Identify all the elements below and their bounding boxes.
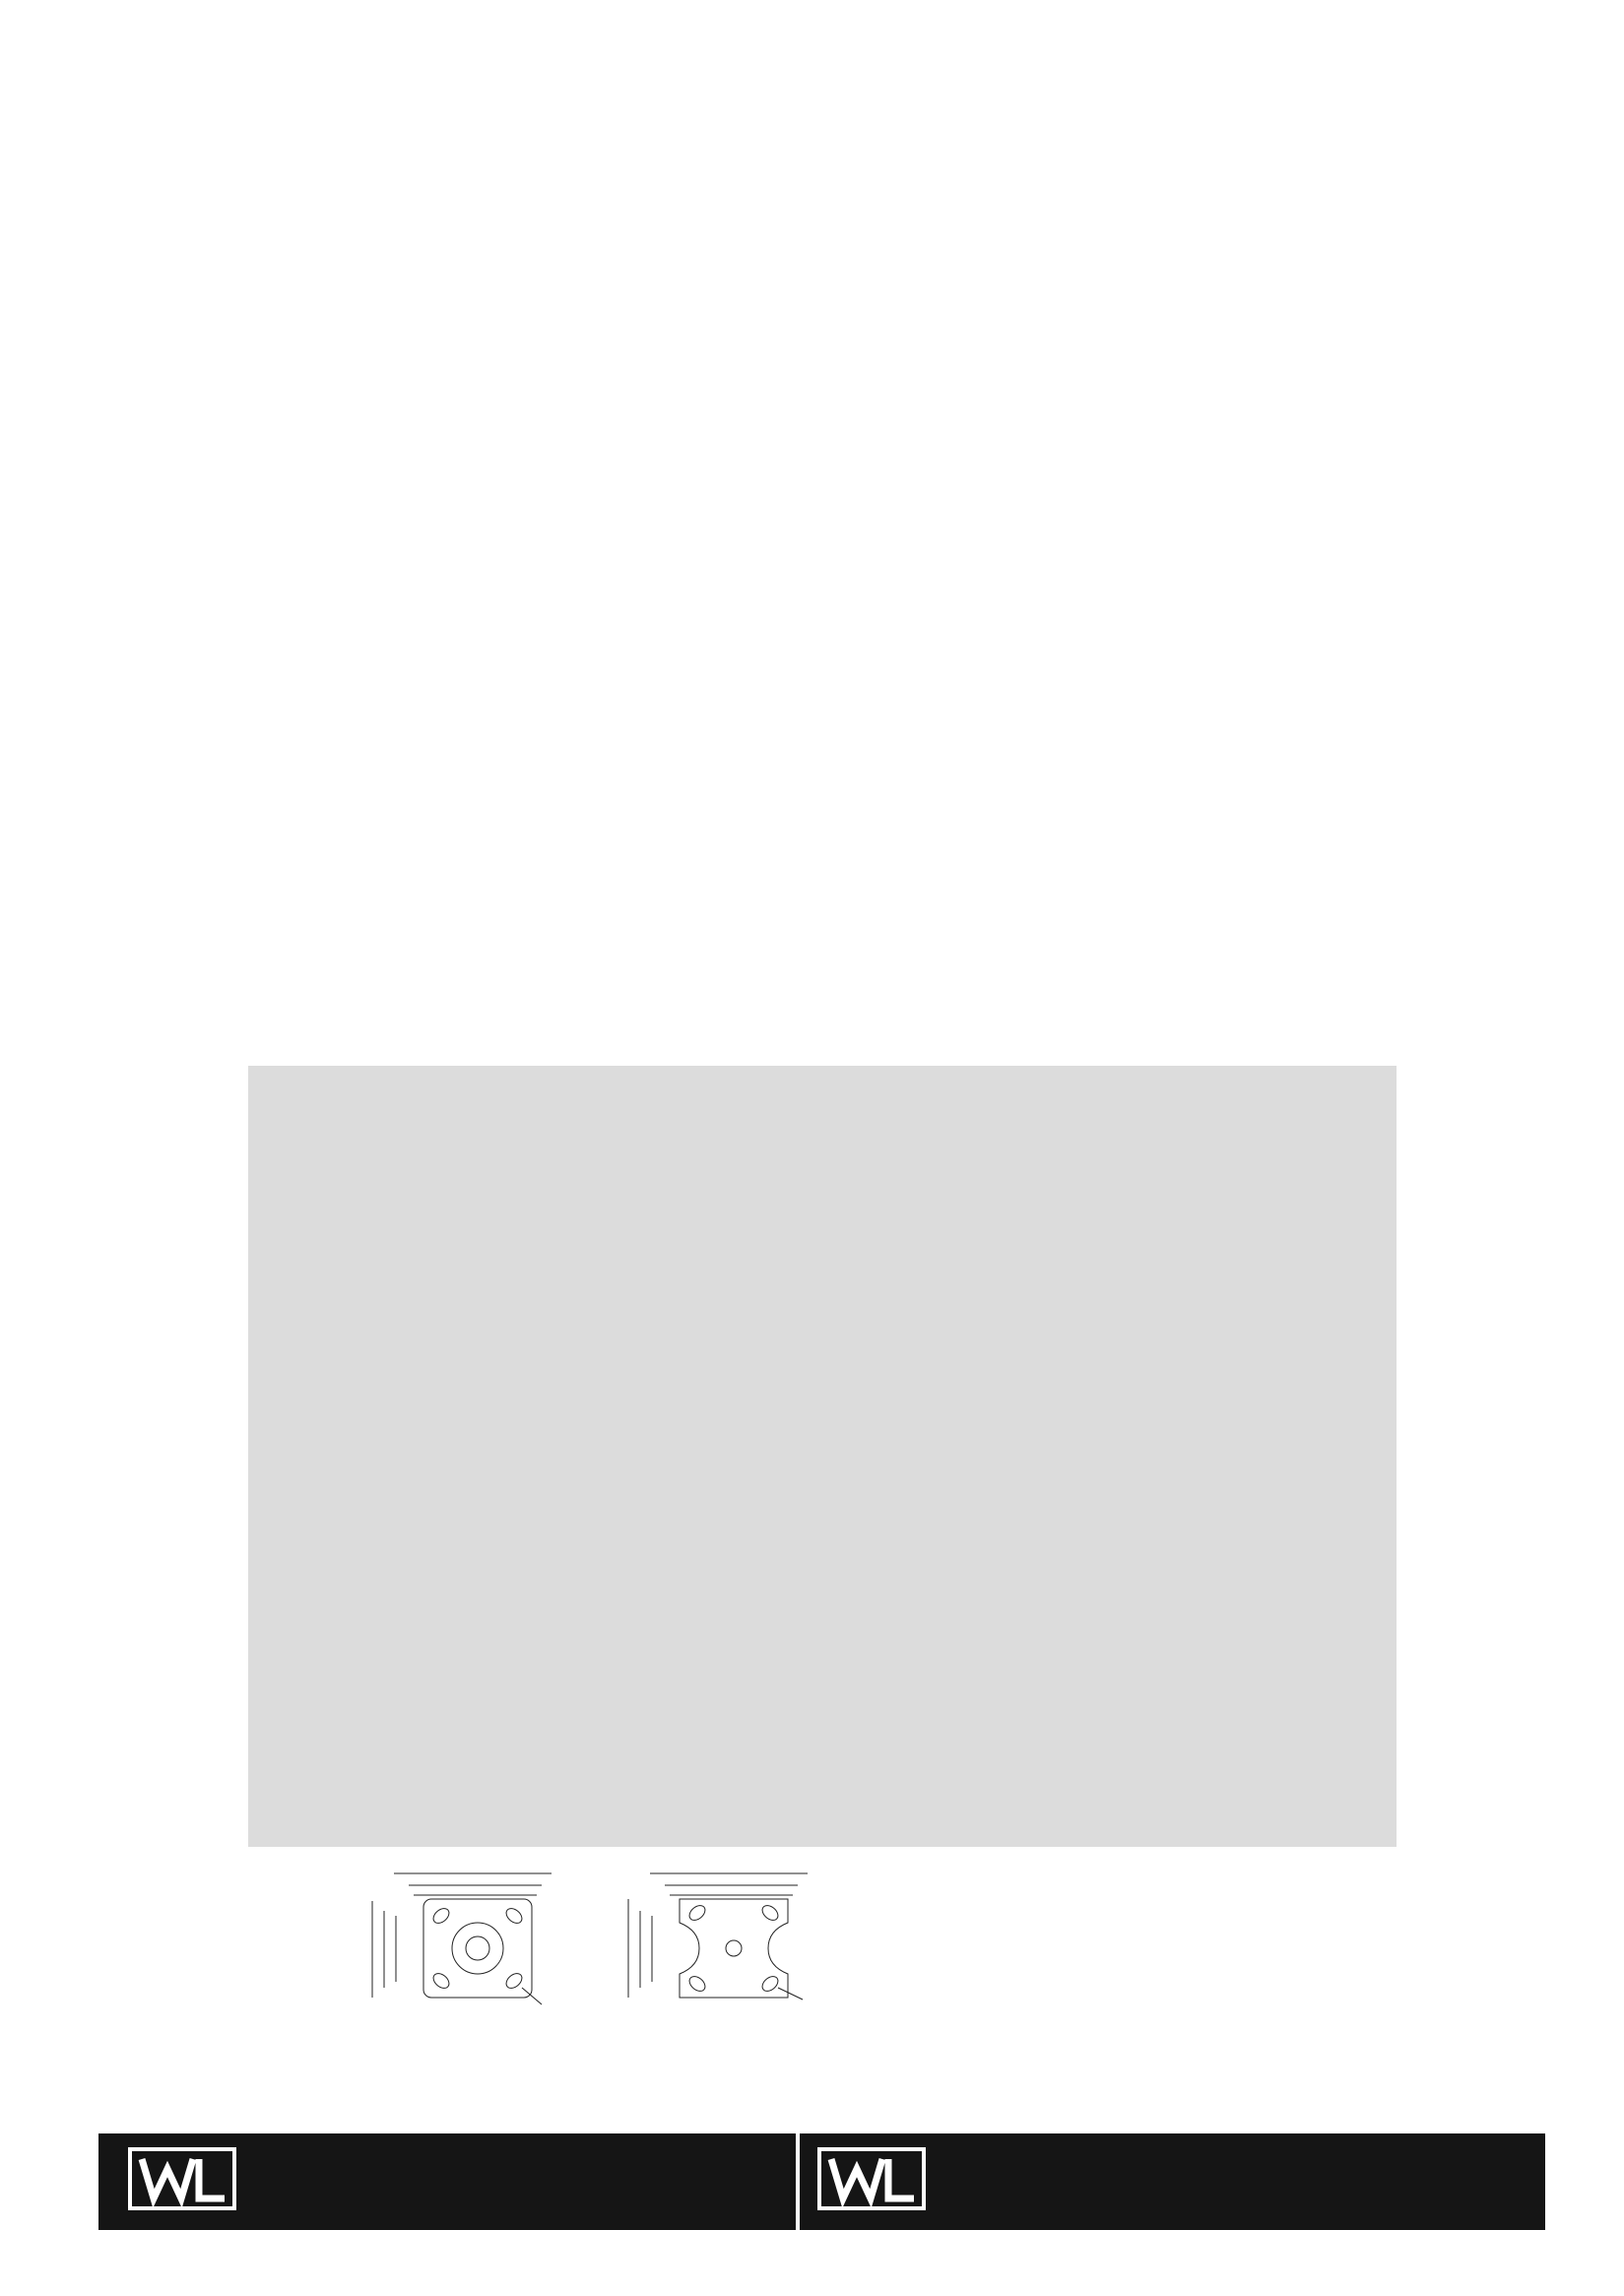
technical-drawings bbox=[355, 1862, 847, 2118]
footer-divider bbox=[796, 2133, 800, 2230]
wm-logo-icon bbox=[817, 2147, 926, 2210]
tpu-panel bbox=[248, 1066, 1397, 1847]
wm-logo-icon bbox=[128, 2147, 236, 2210]
pb-ps-plate-drawing bbox=[355, 1862, 581, 2009]
pf-plate-drawing bbox=[611, 1862, 837, 2009]
company-footer bbox=[98, 2133, 1545, 2230]
